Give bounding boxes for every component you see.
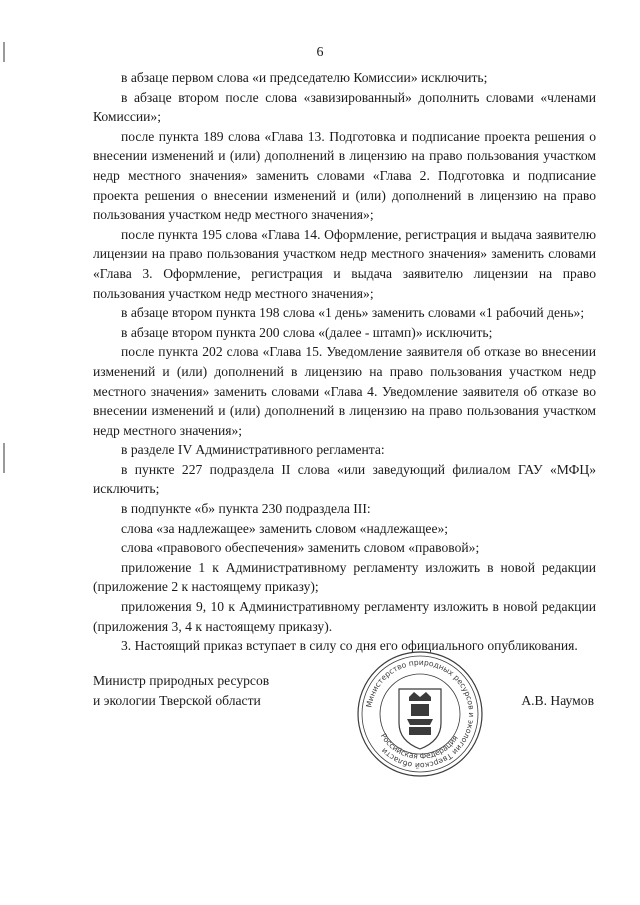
seal-bottom-text: Российская Федерация bbox=[378, 731, 460, 761]
coat-of-arms-icon bbox=[399, 689, 441, 749]
position-line-2: и экологии Тверской области bbox=[93, 692, 261, 708]
paragraph: 3. Настоящий приказ вступает в силу со дня его официального опубликования. bbox=[121, 638, 578, 654]
paragraph: приложение 1 к Административному регламенту изложить в новой редакции (приложение 2 к настоящему приказу); bbox=[93, 559, 596, 595]
paragraph: после пункта 195 слова «Глава 14. Оформление, регистрация и выдача заявителю лицензии на право пользования участком недр местного значения» заменить словами «Глава 3. Оформление, регистрация и выдача заявителю лицензии на право пользования участком недр местного значения»; bbox=[93, 226, 596, 301]
paragraph: после пункта 189 слова «Глава 13. Подготовка и подписание проекта решения о внесении изменений и (или) дополнений в лицензию на право пользования участком недр местного значения» заменить словами «Глава 2. Подготовка и подписание проекта решения о внесении изменений и (или) дополнений в лицензию на право пользования участком недр местного значения»; bbox=[93, 128, 596, 223]
paragraph: в подпункте «б» пункта 230 подраздела III: bbox=[121, 501, 371, 517]
position-line-1: Министр природных ресурсов bbox=[93, 673, 270, 688]
body-text bbox=[93, 68, 596, 656]
seal-ring-text: Министерство природных ресурсов и экологии Тверской области bbox=[364, 657, 477, 771]
margin-mark-top bbox=[3, 42, 5, 62]
paragraph: слова «правового обеспечения» заменить словом «правовой»; bbox=[121, 540, 480, 556]
paragraph: в абзаце втором пункта 198 слова «1 день» заменить словами «1 рабочий день»; bbox=[121, 305, 585, 321]
paragraph: после пункта 202 слова «Глава 15. Уведомление заявителя об отказе во внесении изменений и (или) дополнений в лицензию на право пользования участком недр местного значения» заменить словами «Глава 4. Уведомление заявителя об отказе во внесении изменений и (или) дополнений в лицензию на право пользования участком недр местного значения»; bbox=[93, 344, 596, 438]
paragraph: в разделе IV Административного регламента: bbox=[121, 442, 385, 458]
signature-block bbox=[93, 657, 596, 821]
page-number: 6 bbox=[316, 45, 324, 60]
paragraph: в абзаце втором после слова «завизированный» дополнить словами «членами Комиссии»; bbox=[93, 89, 596, 125]
paragraph: в пункте 227 подраздела II слова «или заведующий филиалом ГАУ «МФЦ» исключить; bbox=[93, 461, 596, 497]
paragraph: приложения 9, 10 к Административному регламенту изложить в новой редакции (приложения 3, 4 к настоящему приказу). bbox=[93, 599, 596, 634]
official-seal bbox=[355, 649, 485, 779]
signatory-position bbox=[93, 671, 269, 710]
paragraph: в абзаце втором пункта 200 слова «(далее - штамп)» исключить; bbox=[121, 324, 493, 340]
signatory-name: А.В. Наумов bbox=[521, 693, 594, 708]
paragraph: в абзаце первом слова «и председателю Комиссии» исключить; bbox=[121, 70, 488, 85]
paragraph: слова «за надлежащее» заменить словом «надлежащее»; bbox=[121, 520, 449, 536]
margin-mark-bottom bbox=[3, 443, 5, 473]
